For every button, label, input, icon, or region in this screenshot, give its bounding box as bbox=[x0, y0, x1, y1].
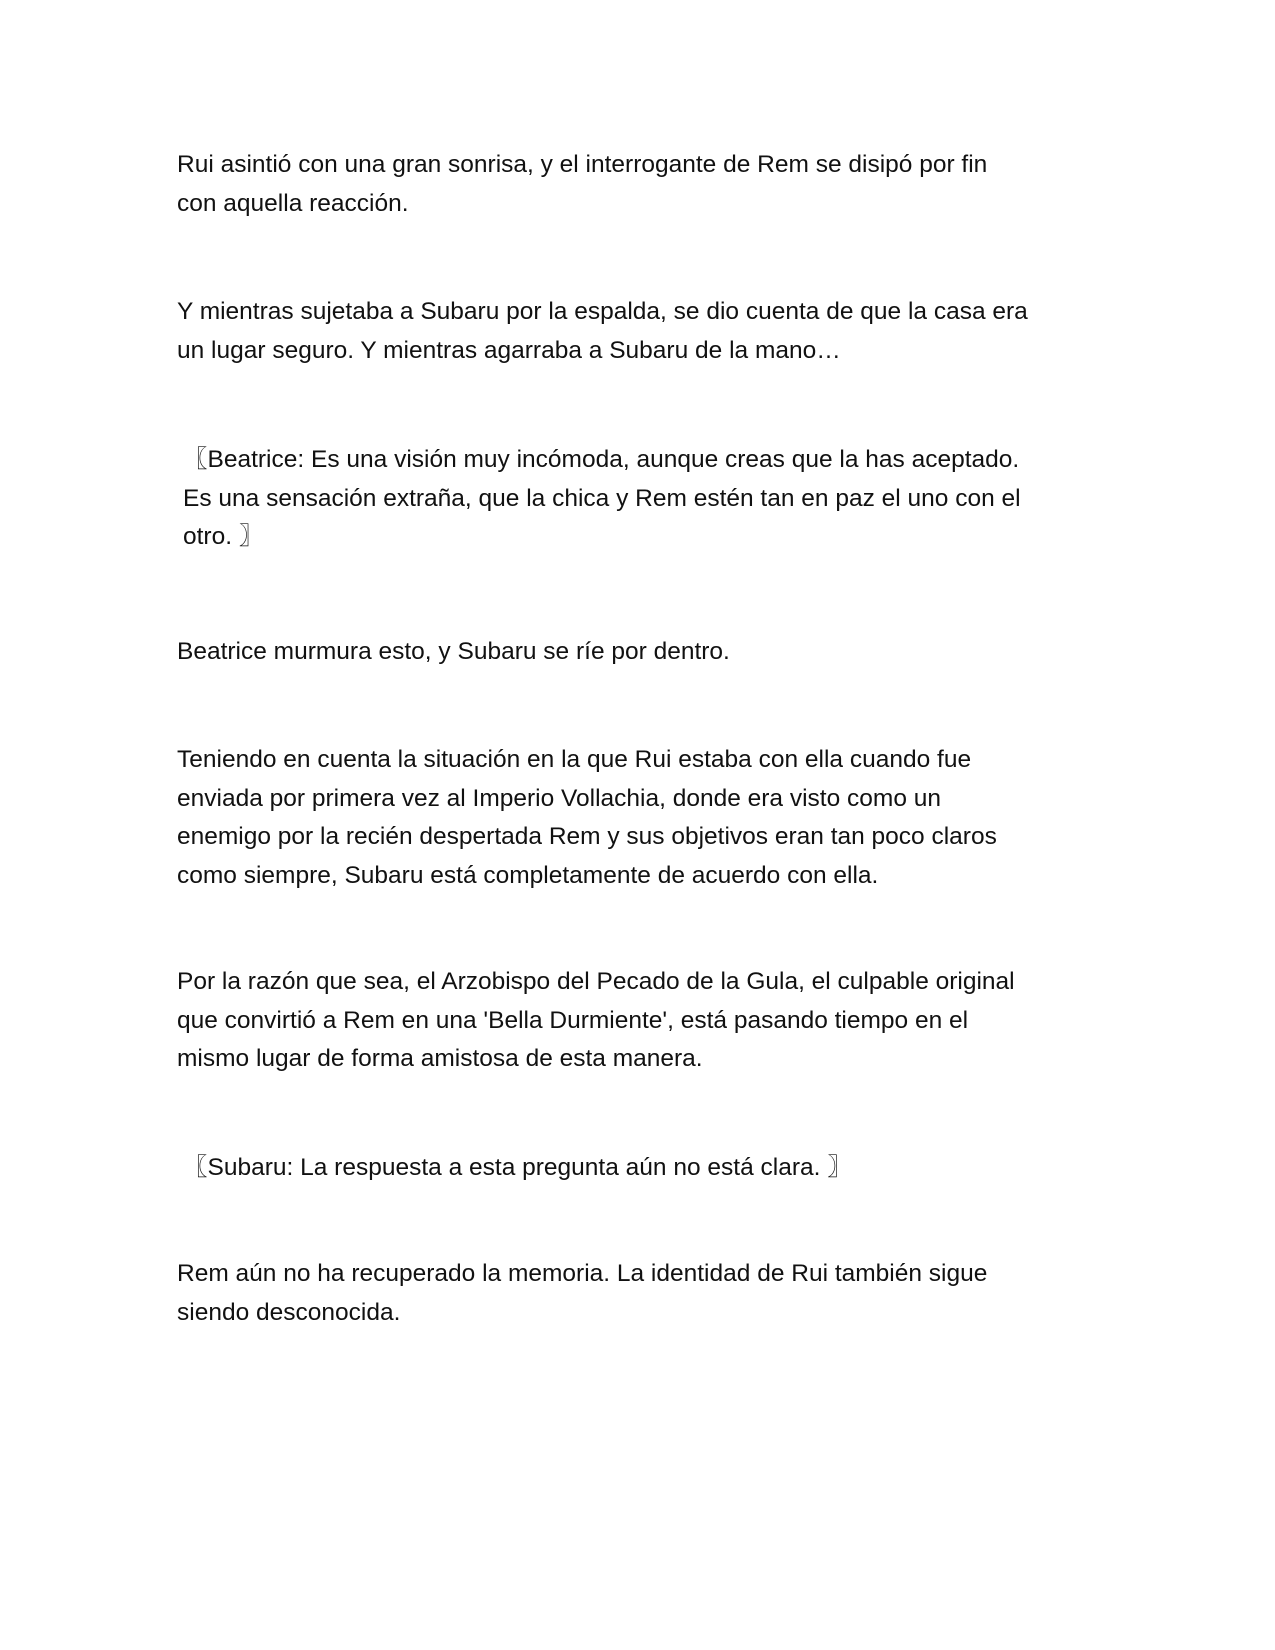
paragraph-subaru-back: Y mientras sujetaba a Subaru por la espalda, se dio cuenta de que la casa era un lugar seguro. Y mientras agarraba a Subaru de la mano… bbox=[177, 298, 1028, 364]
paragraph-rem-memory: Rem aún no ha recuperado la memoria. La identidad de Rui también sigue siendo desconocida. bbox=[177, 1260, 988, 1326]
paragraph-archbishop: Por la razón que sea, el Arzobispo del Pecado de la Gula, el culpable original que convirtió a Rem en una 'Bella Durmiente', está pasando tiempo en el mismo lugar de forma amistosa de esta manera. bbox=[177, 968, 1015, 1072]
paragraph-beatrice-quote: 〖Beatrice: Es una visión muy incómoda, aunque creas que la has aceptado. Es una sensación extraña, que la chica y Rem estén tan en paz el uno con el otro. 〗 bbox=[183, 446, 1021, 550]
paragraph-rui-smile: Rui asintió con una gran sonrisa, y el interrogante de Rem se disipó por fin con aquella reacción. bbox=[177, 151, 988, 217]
paragraph-beatrice-murmur: Beatrice murmura esto, y Subaru se ríe por dentro. bbox=[177, 638, 730, 665]
paragraph-situation: Teniendo en cuenta la situación en la que Rui estaba con ella cuando fue enviada por primera vez al Imperio Vollachia, donde era visto como un enemigo por la recién despertada Rem y sus objetivos eran tan poco claros como siempre, Subaru está completamente de acuerdo con ella. bbox=[177, 746, 997, 889]
paragraph-subaru-quote: 〖Subaru: La respuesta a esta pregunta aún no está clara. 〗 bbox=[183, 1154, 852, 1181]
